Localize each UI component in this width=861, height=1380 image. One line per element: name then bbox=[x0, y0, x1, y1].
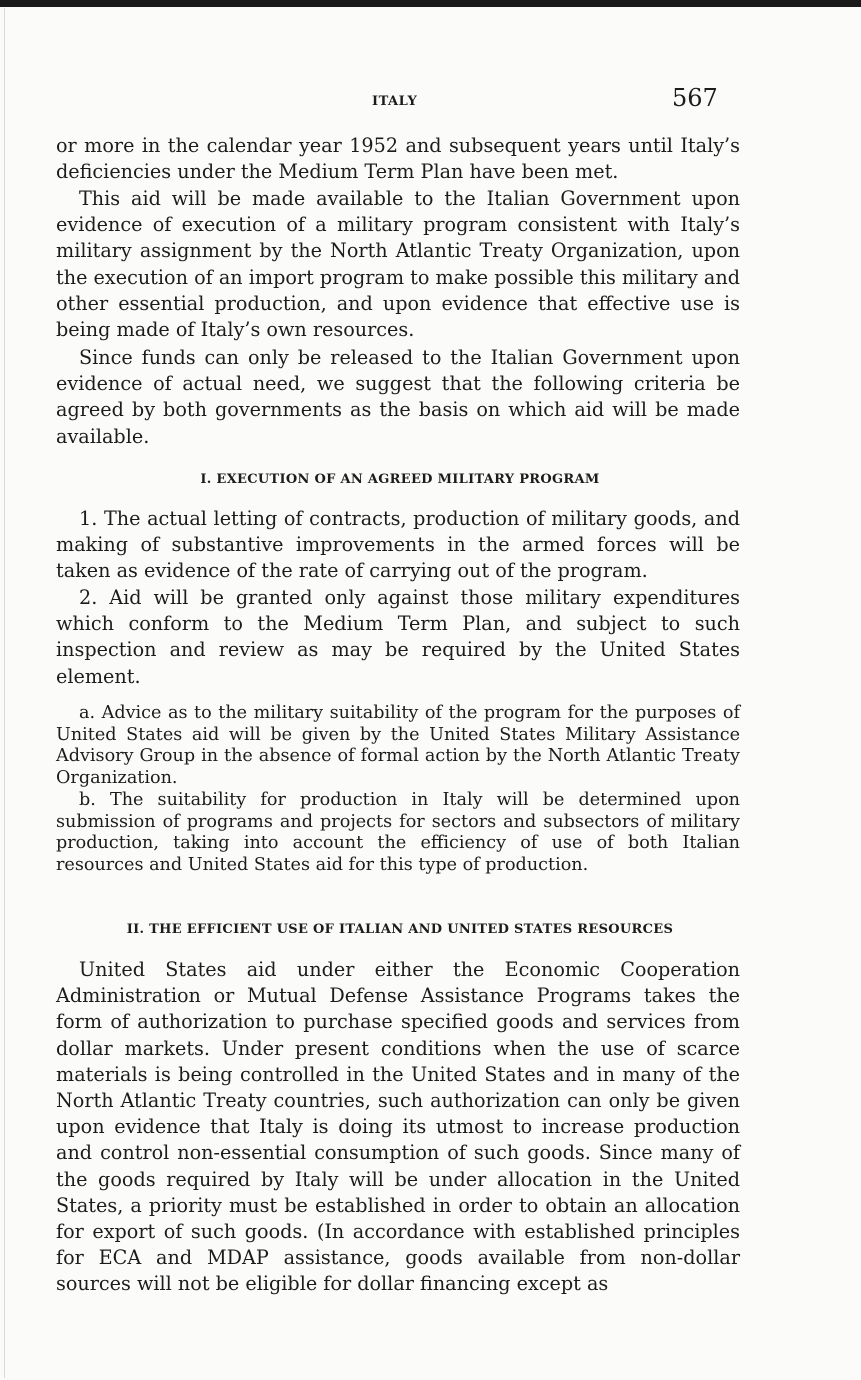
page-number: 567 bbox=[672, 84, 718, 112]
paragraph-continued: or more in the calendar year 1952 and subsequent years until Italy’s deficiencies under the Medium Term Plan have been met. bbox=[56, 134, 740, 184]
running-title: ITALY bbox=[372, 94, 418, 109]
sub-item-a: a. Advice as to the military suitability of the program for the purposes of United States aid will be given by the United States Military Assistance Advisory Group in the absence of formal action by the North Atlantic Treaty Organization. bbox=[56, 703, 740, 788]
paragraph-criteria: Since funds can only be released to the Italian Government upon evidence of actual need, we suggest that the following criteria be agreed by both governments as the basis on which aid will be made available. bbox=[56, 346, 740, 448]
list-item-1: 1. The actual letting of contracts, production of military goods, and making of substantive improvements in the armed forces will be taken as evidence of the rate of carrying out of the program. bbox=[56, 507, 740, 583]
page-left-edge bbox=[4, 8, 5, 1378]
section-heading-military-program: I. EXECUTION OF AN AGREED MILITARY PROGRAM bbox=[200, 472, 600, 487]
sub-item-b: b. The suitability for production in Italy will be determined upon submission of programs and projects for sectors and subsectors of military production, taking into account the efficiency of use of both Italian resources and United States aid for this type of production. bbox=[56, 790, 740, 875]
top-edge-rule bbox=[0, 0, 861, 7]
paragraph-us-aid: United States aid under either the Economic Cooperation Administration or Mutual Defense Assistance Programs takes the form of authorization to purchase specified goods and services from dollar markets. Under present conditions when the use of scarce materials is being controlled in the United States and in many of the North Atlantic Treaty countries, such authorization can only be given upon evidence that Italy is doing its utmost to increase production and control non-essential consumption of such goods. Since many of the goods required by Italy will be under allocation in the United States, a priority must be established in order to obtain an allocation for export of such goods. (In accordance with established principles for ECA and MDAP assistance, goods available from non-dollar sources will not be eligible for dollar financing except as bbox=[56, 958, 740, 1296]
section-heading-efficient-use: II. THE EFFICIENT USE OF ITALIAN AND UNITED STATES RESOURCES bbox=[126, 922, 674, 937]
paragraph-aid-conditions: This aid will be made available to the Italian Government upon evidence of execution of a military program consistent with Italy’s military assignment by the North Atlantic Treaty Organization, upon the execution of an import program to make possible this military and other essential production, and upon evidence that effective use is being made of Italy’s own resources. bbox=[56, 187, 740, 342]
list-item-2: 2. Aid will be granted only against those military expenditures which conform to the Medium Term Plan, and subject to such inspection and review as may be required by the United States element. bbox=[56, 586, 740, 688]
